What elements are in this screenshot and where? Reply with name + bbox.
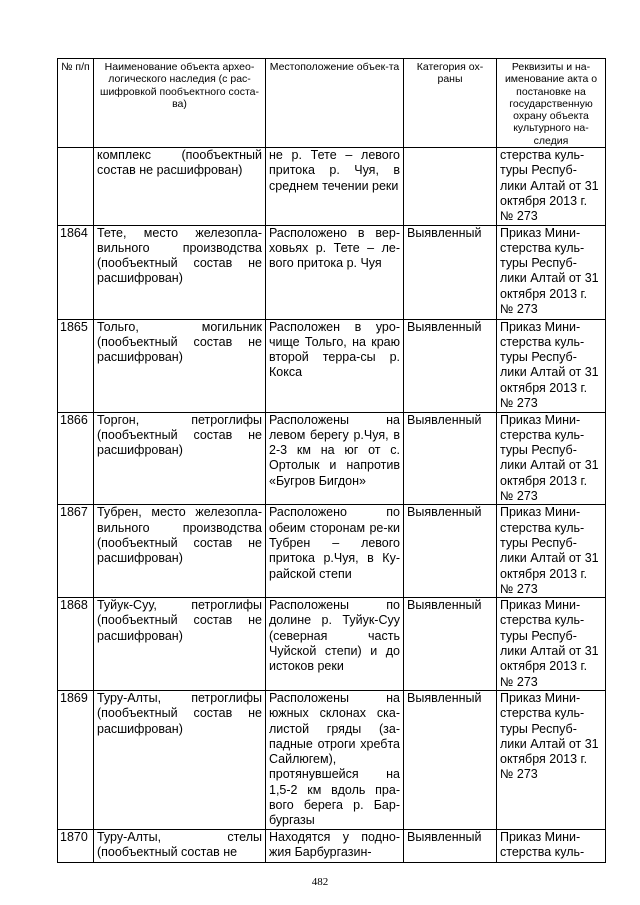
cell-requisites: стерства куль-туры Респуб-лики Алтай от 31 октября 2013 г. № 273 (497, 148, 606, 225)
cell-name: Тете, место железопла-вильного производства (пообъектный состав не расшифрован) (94, 225, 266, 319)
cell-name: Торгон, петроглифы (пообъектный состав не расшифрован) (94, 412, 266, 505)
cell-category: Выявленный (404, 412, 497, 505)
cell-category: Выявленный (404, 690, 497, 829)
cell-num: 1867 (58, 505, 94, 598)
page-number: 482 (311, 876, 329, 888)
header-category: Категория ох-раны (404, 59, 497, 148)
cell-name: Туйук-Суу, петроглифы (пообъектный состав не расшифрован) (94, 598, 266, 691)
table-row (58, 225, 606, 319)
cell-category: Выявленный (404, 505, 497, 598)
cell-requisites: Приказ Мини-стерства куль-туры Респуб-лики Алтай от 31 октября 2013 г. № 273 (497, 225, 606, 319)
cell-requisites: Приказ Мини-стерства куль-туры Респуб-лики Алтай от 31 октября 2013 г. № 273 (497, 690, 606, 829)
cell-location: Расположены на южных склонах ска-листой гряды (за-падные отроги хребта Сайлюгем), протянувшейся на 1,5-2 км вдоль пра-вого берега р. Бар-бургазы (266, 690, 404, 829)
cell-name: Тольго, могильник (пообъектный состав не расшифрован) (94, 319, 266, 412)
cell-location: Находятся у подно-жия Барбургазин- (266, 829, 404, 862)
cell-name: Тубрен, место железопла-вильного производства (пообъектный состав не расшифрован) (94, 505, 266, 598)
cell-requisites: Приказ Мини-стерства куль- (497, 829, 606, 862)
header-requisites: Реквизиты и на-именование акта о постановке на государственную охрану объекта культурного на-следия (497, 59, 606, 148)
cell-num: 1870 (58, 829, 94, 862)
cell-num: 1868 (58, 598, 94, 691)
cell-location: не р. Тете – левого притока р. Чуя, в среднем течении реки (266, 148, 404, 225)
table-row (58, 319, 606, 412)
header-num: № п/п (58, 59, 94, 148)
cell-num: 1865 (58, 319, 94, 412)
table-row (58, 598, 606, 691)
cell-location: Расположены по долине р. Туйук-Суу (северная часть Чуйской степи) и до истоков реки (266, 598, 404, 691)
header-location: Местоположение объек-та (266, 59, 404, 148)
table-row (58, 412, 606, 505)
cell-requisites: Приказ Мини-стерства куль-туры Респуб-лики Алтай от 31 октября 2013 г. № 273 (497, 412, 606, 505)
cell-location: Расположены на левом берегу р.Чуя, в 2-3 км на юг от с. Ортолык и напротив «Бугров Бигдон» (266, 412, 404, 505)
cell-category (404, 148, 497, 225)
table-header-row (58, 59, 606, 148)
cell-location: Расположено в вер-ховьях р. Тете – ле-вого притока р. Чуя (266, 225, 404, 319)
cell-category: Выявленный (404, 319, 497, 412)
cell-location: Расположено по обеим сторонам ре-ки Тубрен – левого притока р.Чуя, в Ку-райской степи (266, 505, 404, 598)
table-row (58, 829, 606, 862)
cell-num (58, 148, 94, 225)
cell-category: Выявленный (404, 598, 497, 691)
cell-requisites: Приказ Мини-стерства куль-туры Респуб-лики Алтай от 31 октября 2013 г. № 273 (497, 598, 606, 691)
cell-location: Расположен в уро-чище Тольго, на краю второй терра-сы р. Кокса (266, 319, 404, 412)
cell-requisites: Приказ Мини-стерства куль-туры Респуб-лики Алтай от 31 октября 2013 г. № 273 (497, 505, 606, 598)
cell-category: Выявленный (404, 829, 497, 862)
cell-num: 1869 (58, 690, 94, 829)
heritage-table (57, 58, 606, 863)
header-name: Наименование объекта архео-логического наследия (с рас-шифровкой пообъектного соста-ва) (94, 59, 266, 148)
cell-name: Туру-Алты, петроглифы (пообъектный состав не расшифрован) (94, 690, 266, 829)
cell-name: комплекс (пообъектный состав не расшифрован) (94, 148, 266, 225)
cell-category: Выявленный (404, 225, 497, 319)
cell-name: Туру-Алты, стелы (пообъектный состав не (94, 829, 266, 862)
cell-num: 1866 (58, 412, 94, 505)
table-row (58, 148, 606, 225)
cell-num: 1864 (58, 225, 94, 319)
table-row (58, 505, 606, 598)
table-row (58, 690, 606, 829)
cell-requisites: Приказ Мини-стерства куль-туры Респуб-лики Алтай от 31 октября 2013 г. № 273 (497, 319, 606, 412)
